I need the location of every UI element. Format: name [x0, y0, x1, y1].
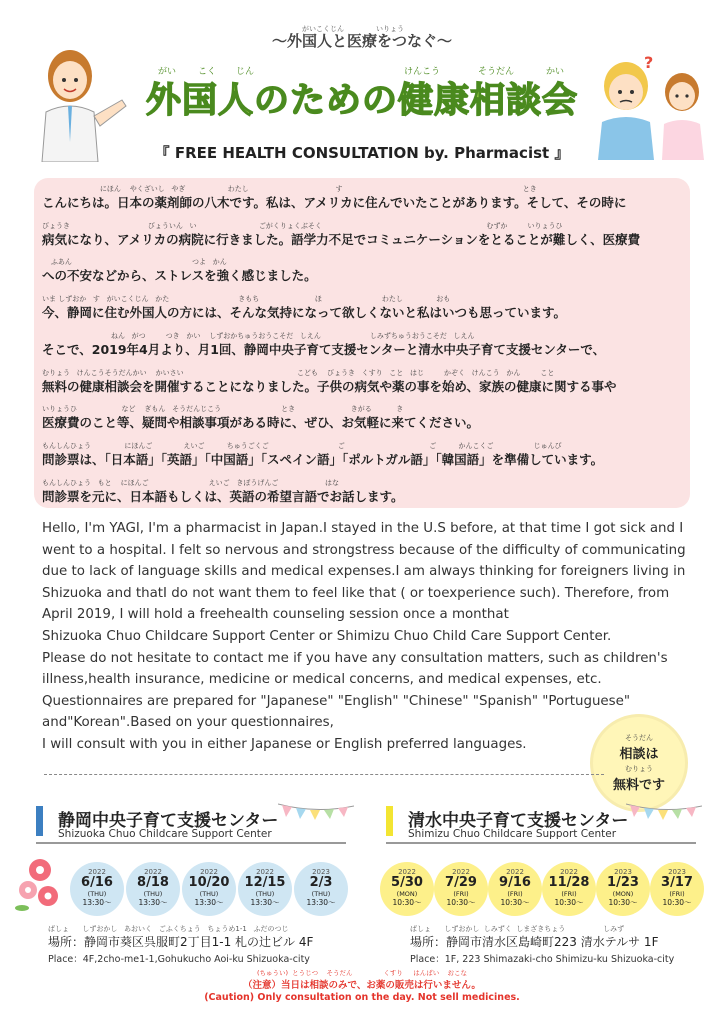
shimizu-underline [386, 842, 696, 844]
english-line: Hello, I'm YAGI, I'm a pharmacist in Japan.I stayed in the U.S before, at that time I got sick and I [42, 521, 684, 536]
english-line: and"Korean".Based on your questionnaires, [42, 715, 334, 731]
shimizu-place: 場所：静岡市清水区島崎町223 清水テルサ 1F [410, 935, 659, 949]
divider [44, 774, 604, 775]
message-line: 無料の健康相談会を開催することになりました。子供の病気や薬の事を始め、家族の健康に関する事や [42, 379, 617, 394]
shizuoka-title: 静岡中央子育て支援センター [58, 811, 279, 831]
english-line: I will consult with you in either Japanese or English preferred languages. [42, 736, 527, 752]
english-line: Please do not hesitate to contact me if you have any consultation matters, such as children's [42, 650, 668, 666]
date-circle: 2022 8/18 (THU) 13:30～ [126, 862, 180, 916]
ruby-line: いりょうひ など ぎもん そうだんじこう とき きがる き [42, 405, 404, 413]
message-line: 今、静岡に住む外国人の方には、そんな気持になって欲しくないと私はいつも思っています。 [42, 305, 567, 320]
title-ruby-kai: かい [546, 67, 565, 77]
date-circle: 2022 6/16 (THU) 13:30～ [70, 862, 124, 916]
subtitle-ruby-1: がいこくじん [302, 25, 344, 33]
shimizu-title: 清水中央子育て支援センター [408, 811, 629, 831]
main-title: 外国人のための健康相談会 [145, 81, 578, 121]
flower-decoration [14, 852, 64, 916]
date-circle: 2023 2/3 (THU) 13:30～ [294, 862, 348, 916]
shimizu-place-en: Place：1F, 223 Shimazaki-cho Shimizu-ku Shizuoka-city [410, 954, 675, 965]
badge-ruby-1: そうだん [625, 734, 653, 742]
date-circle: 2022 5/30 (MON) 10:30～ [380, 862, 434, 916]
ruby-line: ねん がつ つき かい しずおかちゅうおうこそだ しえん しみずちゅうおうこそだ しえん [42, 332, 475, 340]
english-message [42, 518, 692, 756]
caution-en: (Caution) Only consultation on the day. Not sell medicines. [204, 992, 520, 1003]
ruby-line: むりょう けんこうそうだんかい かいさい こども びょうき くすり こと はじ かぞく けんこう かん こと [42, 369, 555, 377]
english-title: 『 FREE HEALTH CONSULTATION by. Pharmacist 』 [154, 144, 570, 162]
english-line: Shizuoka and thatI do not want them to feel like that ( or toexperience such). Therefore, from [42, 585, 670, 601]
subtitle-ruby-2: いりょう [376, 25, 404, 33]
message-line: 医療費のこと等、疑問や相談事項がある時に、ぜひ、お気軽に来てください。 [42, 415, 480, 430]
shizuoka-underline [36, 842, 346, 844]
shizuoka-place-en: Place：4F,2cho-me1-1,Gohukucho Aoi-ku Shizuoka-city [48, 954, 310, 965]
shizuoka-subtitle: Shizuoka Chuo Childcare Support Center [58, 828, 272, 840]
english-line: illness,health insurance, medicine or medical concerns, and medical expenses, etc. [42, 672, 602, 688]
message-line: 問診票を元に、日本語もしくは、英語の希望言語でお話します。 [42, 489, 404, 504]
badge-line-2: 無料です [612, 778, 665, 793]
ruby-line: もんしんひょう もと にほんご えいご きぼうげんご はな [42, 479, 340, 487]
shizuoka-place-ruby: ばしょ しずおかし あおいく ごふくちょう ちょうめ1-1 ふだのつじ [48, 925, 289, 933]
ruby-line: びょうき びょういん い ごがくりょくぶそく むずか いりょうひ [42, 222, 563, 230]
date-circle: 2022 10/20 (THU) 13:30～ [182, 862, 236, 916]
message-line: こんにちは。日本の薬剤師の八木です。私は、アメリカに住んでいたことがあります。そして、その時に [42, 195, 627, 210]
date-circle: 2023 1/23 (MON) 10:30～ [596, 862, 650, 916]
shizuoka-place: 場所：静岡市葵区呉服町2丁目1-1 札の辻ビル 4F [48, 935, 314, 949]
english-line: April 2019, I will hold a freehealth counseling session once a monthat [42, 607, 509, 623]
bunting-decoration [278, 802, 354, 826]
ruby-line: ふあん つよ かん [42, 258, 227, 266]
free-consultation-badge [590, 714, 688, 812]
caution-ruby: (ちゅうい) とうじつ そうだん くすり はんばい おこな [256, 969, 468, 977]
bunting-decoration [626, 802, 702, 826]
shimizu-place-ruby: ばしょ しずおかし しみずく しまざきちょう しみず [410, 925, 625, 933]
date-circle: 2022 11/28 (FRI) 10:30～ [542, 862, 596, 916]
subtitle: ～外国人と医療をつなぐ～ [271, 32, 452, 50]
title-ruby-jin: じん [236, 67, 255, 77]
ruby-line: もんしんひょう にほんご えいご ちゅうごくご ご ご かんこくご じゅんび [42, 442, 562, 450]
message-line: そこで、2019年4月より、月1回、静岡中央子育て支援センターと清水中央子育て支援センターで、 [42, 342, 606, 357]
date-circle: 2022 7/29 (FRI) 10:30～ [434, 862, 488, 916]
message-line: 病気になり、アメリカの病院に行きました。語学力不足でコミュニケーションをとることが難しく、医療費 [42, 232, 641, 247]
title-ruby-kenkou: けんこう [404, 67, 441, 77]
date-circle: 2022 9/16 (FRI) 10:30～ [488, 862, 542, 916]
badge-line-1: 相談は [619, 747, 659, 762]
english-line: Questionnaires are prepared for "Japanese" "English" "Chinese" "Spanish" "Portuguese" [42, 693, 631, 709]
shimizu-accent-bar [386, 806, 393, 836]
english-line: Shizuoka Chuo Childcare Support Center or Shimizu Chuo Child Care Support Center. [42, 628, 612, 644]
shizuoka-accent-bar [36, 806, 43, 836]
caution-jp: （注意）当日は相談のみで、お薬の販売は行いません。 [243, 980, 481, 991]
message-line: への不安などから、ストレスを強く感じました。 [42, 268, 317, 283]
message-line: 問診票は、「日本語」「英語」「中国語」「スペイン語」「ポルトガル語」「韓国語」を準備しています。 [42, 452, 604, 467]
english-line: due to lack of language skills and medical expenses.I am always thinking for foreigners living in [42, 564, 686, 580]
badge-ruby-2: むりょう [625, 765, 653, 773]
shimizu-subtitle: Shimizu Chuo Childcare Support Center [408, 828, 617, 840]
title-ruby-gai: がい [158, 67, 177, 77]
date-circle: 2022 12/15 (THU) 13:30～ [238, 862, 292, 916]
svg-text:?: ? [644, 53, 654, 72]
ruby-line: いま しずおか す がいこくじん かた きもち ほ わたし おも [42, 295, 451, 303]
title-ruby-soudan: そうだん [478, 67, 515, 77]
ruby-line: にほん やくざいし やぎ わたし す とき [42, 185, 537, 193]
title-ruby-koku: こく [198, 67, 217, 77]
english-line: went to a hospital. I felt so nervous and strongstress because of the difficulty of communicating [42, 542, 686, 558]
date-circle: 2023 3/17 (FRI) 10:30～ [650, 862, 704, 916]
